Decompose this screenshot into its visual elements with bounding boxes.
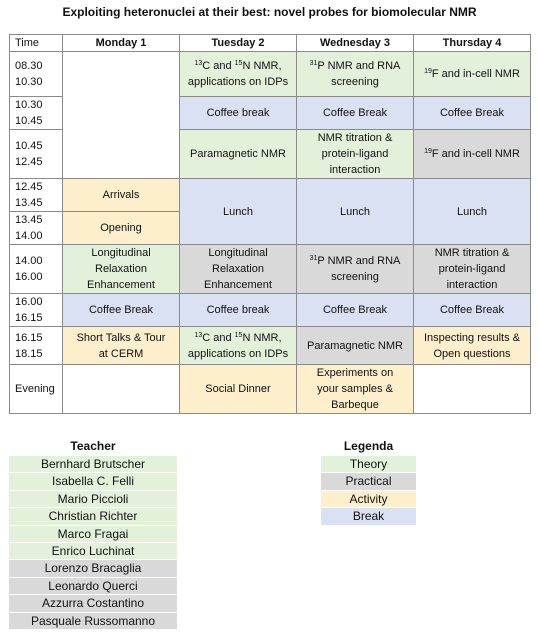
teacher-item: Mario Piccioli — [9, 491, 177, 508]
session-cell: NMR titration & protein-ligand interaction — [297, 130, 414, 179]
session-cell: Opening — [63, 212, 180, 245]
schedule-row — [10, 365, 531, 414]
session-cell: $^{13}$C and $^{15}$N NMR, applications on IDPs — [180, 327, 297, 365]
time-slot: 16.15 18.15 — [10, 327, 63, 365]
session-cell: Lunch — [414, 179, 531, 245]
teacher-heading: Teacher — [70, 439, 116, 453]
legenda-item-break: Break — [321, 508, 416, 525]
day-header-thursday: Thursday 4 — [414, 35, 531, 52]
thursday-empty-evening — [414, 365, 531, 414]
time-slot: 12.45 13.45 — [10, 179, 63, 212]
time-slot: 16.00 16.15 — [10, 294, 63, 327]
session-cell: Coffee Break — [414, 294, 531, 327]
session-cell: Experiments on your samples & Barbeque — [297, 365, 414, 414]
schedule-row — [10, 52, 531, 97]
schedule-row — [10, 294, 531, 327]
monday-empty-morning — [63, 52, 180, 179]
schedule-row — [10, 327, 531, 365]
schedule-row — [10, 245, 531, 294]
legenda-item-practical: Practical — [321, 473, 416, 490]
session-cell: Longitudinal Relaxation Enhancement — [63, 245, 180, 294]
session-cell: Longitudinal Relaxation Enhancement — [180, 245, 297, 294]
time-slot: 13.45 14.00 — [10, 212, 63, 245]
session-cell: Paramagnetic NMR — [297, 327, 414, 365]
teacher-item: Pasquale Russomanno — [9, 613, 177, 630]
legenda-list — [321, 456, 416, 526]
teacher-item: Lorenzo Bracaglia — [9, 560, 177, 577]
session-cell: Coffee Break — [297, 97, 414, 130]
page-title: Exploiting heteronuclei at their best: novel probes for biomolecular NMR — [62, 5, 477, 19]
teacher-item: Christian Richter — [9, 508, 177, 525]
time-slot: 10.30 10.45 — [10, 97, 63, 130]
session-cell: $^{19}$F and in-cell NMR — [414, 130, 531, 179]
session-cell: Paramagnetic NMR — [180, 130, 297, 179]
time-header: Time — [10, 35, 63, 52]
session-cell: $^{19}$F and in-cell NMR — [414, 52, 531, 97]
teacher-item: Bernhard Brutscher — [9, 456, 177, 473]
session-cell: Lunch — [180, 179, 297, 245]
monday-empty-evening — [63, 365, 180, 414]
teacher-item: Marco Fragai — [9, 526, 177, 543]
session-cell: $^{13}$C and $^{15}$N NMR, applications on IDPs — [180, 52, 297, 97]
day-header-wednesday: Wednesday 3 — [297, 35, 414, 52]
time-slot: 10.45 12.45 — [10, 130, 63, 179]
schedule-row — [10, 179, 531, 212]
session-cell: Arrivals — [63, 179, 180, 212]
session-cell: Coffee Break — [63, 294, 180, 327]
teacher-item: Isabella C. Felli — [9, 473, 177, 490]
time-slot: 08.30 10.30 — [10, 52, 63, 97]
time-slot: 14.00 16.00 — [10, 245, 63, 294]
teacher-item: Azzurra Costantino — [9, 595, 177, 612]
legenda-item-activity: Activity — [321, 491, 416, 508]
teacher-item: Enrico Luchinat — [9, 543, 177, 560]
day-header-tuesday: Tuesday 2 — [180, 35, 297, 52]
session-cell: Short Talks & Tour at CERM — [63, 327, 180, 365]
session-cell: Coffee Break — [414, 97, 531, 130]
session-cell: Social Dinner — [180, 365, 297, 414]
legenda-item-theory: Theory — [321, 456, 416, 473]
teacher-list — [9, 456, 177, 630]
schedule-table — [9, 34, 531, 414]
day-header-monday: Monday 1 — [63, 35, 180, 52]
session-cell: Coffee break — [180, 97, 297, 130]
time-slot: Evening — [10, 365, 63, 414]
teacher-item: Leonardo Querci — [9, 578, 177, 595]
session-cell: $^{31}$P NMR and RNA screening — [297, 52, 414, 97]
header-row — [10, 35, 531, 52]
session-cell: NMR titration & protein-ligand interaction — [414, 245, 531, 294]
session-cell: Coffee Break — [297, 294, 414, 327]
session-cell: Coffee break — [180, 294, 297, 327]
legenda-heading: Legenda — [343, 439, 394, 453]
session-cell: Inspecting results & Open questions — [414, 327, 531, 365]
session-cell: $^{31}$P NMR and RNA screening — [297, 245, 414, 294]
session-cell: Lunch — [297, 179, 414, 245]
